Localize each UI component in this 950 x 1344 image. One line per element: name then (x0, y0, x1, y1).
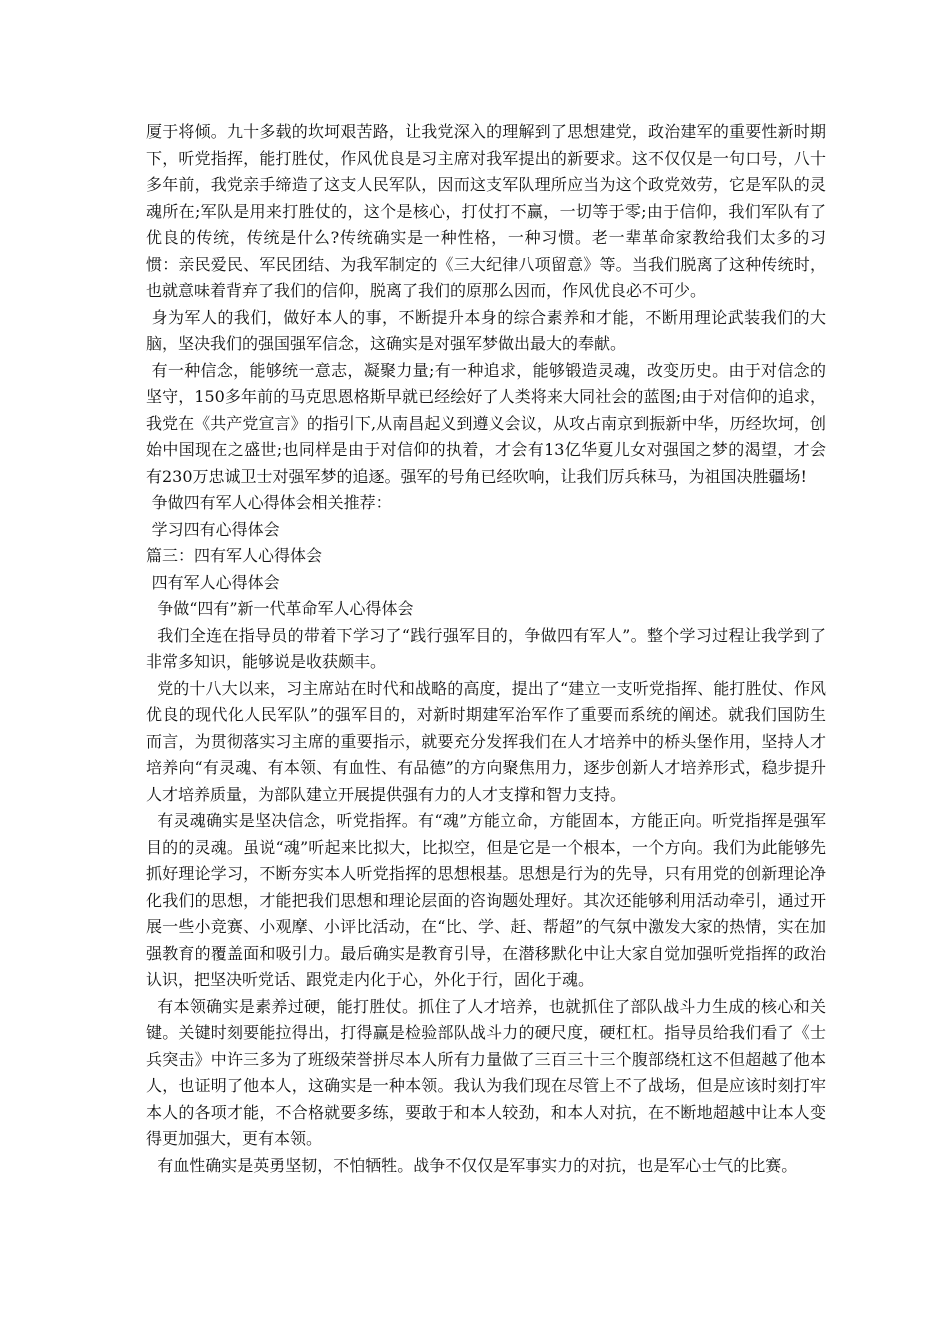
article-title: 四有军人心得体会 (151, 572, 280, 592)
paragraph-3: 有一种信念，能够统一意志，凝聚力量;有一种追求，能够锻造灵魂，改变历史。由于对信念的坚守，150多年前的马克思恩格斯早就已经绘好了人类将来大同社会的蓝图;由于对信仰的追求，我党在《共产党宣言》的指引下,从南昌起义到遵义会议，从攻占南京到振新中华，历经坎坷，创始中国现在之盛世;也同样是由于对信仰的执着，才会有13亿华夏儿女对强国之梦的渴望，才会有230万忠诚卫士对强军梦的追逐。强军的号角已经吹响，让我们厉兵秣马，为祖国决胜疆场! (146, 360, 826, 486)
related-link: 学习四有心得体会 (151, 519, 280, 539)
document-page (146, 119, 826, 1179)
paragraph-12: 有本领确实是素养过硬，能打胜仗。抓住了人才培养，也就抓住了部队战斗力生成的核心和关键。关键时刻要能拉得出，打得赢是检验部队战斗力的硬尺度，硬杠杠。指导员给我们看了《士兵突击》中许三多为了班级荣誉拼尽本人所有力量做了三百三十三个腹部绕杠这不但超越了他本人，也证明了他本人，这确实是一种本领。我认为我们现在尽管上不了战场，但是应该时刻打牢本人的各项才能，不合格就要多练，要敢于和本人较劲，和本人对抗，在不断地超越中让本人变得更加强大，更有本领。 (146, 996, 826, 1148)
paragraph-9: 我们全连在指导员的带着下学习了“践行强军目的，争做四有军人”。整个学习过程让我学到了非常多知识，能够说是收获颇丰。 (146, 625, 826, 671)
related-recommendations-heading: 争做四有军人心得体会相关推荐： (151, 493, 392, 512)
paragraph-2: 身为军人的我们，做好本人的事，不断提升本身的综合素养和才能，不断用理论武装我们的大脑，坚决我们的强国强军信念，这确实是对强军梦做出最大的奉献。 (146, 307, 826, 353)
section-heading: 篇三：四有军人心得体会 (146, 546, 323, 565)
paragraph-13: 有血性确实是英勇坚韧，不怕牺牲。战争不仅仅是军事实力的对抗，也是军心士气的比赛。 (157, 1155, 798, 1175)
paragraph-1: 厦于将倾。九十多载的坎坷艰苦路，让我党深入的理解到了思想建党，政治建军的重要性新时期下，听党指挥，能打胜仗，作风优良是习主席对我军提出的新要求。这不仅仅是一句口号，八十多年前，我党亲手缔造了这支人民军队，因而这支军队理所应当为这个政党效劳，它是军队的灵魂所在;军队是用来打胜仗的，这个是核心，打仗打不赢，一切等于零;由于信仰，我们军队有了优良的传统，传统是什么?传统确实是一种性格，一种习惯。老一辈革命家教给我们太多的习惯：亲民爱民、军民团结、为我军制定的《三大纪律八项留意》等。当我们脱离了这种传统时，也就意味着背弃了我们的信仰，脱离了我们的原那么因而，作风优良必不可少。 (146, 122, 826, 300)
article-subtitle: 争做“四有”新一代革命军人心得体会 (157, 599, 414, 618)
paragraph-11: 有灵魂确实是坚决信念，听党指挥。有“魂”方能立命，方能固本，方能正向。听党指挥是强军目的的灵魂。虽说“魂”听起来比拟大，比拟空，但是它是一个根本，一个方向。我们为此能够先抓好理论学习，不断夯实本人听党指挥的思想根基。思想是行为的先导，只有用党的创新理论净化我们的思想，才能把我们思想和理论层面的咨询题处理好。其次还能够利用活动牵引，通过开展一些小竞赛、小观摩、小评比活动，在“比、学、赶、帮超”的气氛中激发大家的热情，实在加强教育的覆盖面和吸引力。最后确实是教育引导，在潜移默化中让大家自觉加强听党指挥的政治认识，把坚决听党话、跟党走内化于心，外化于行，固化于魂。 (146, 811, 826, 989)
paragraph-10: 党的十八大以来，习主席站在时代和战略的高度，提出了“建立一支听党指挥、能打胜仗、作风优良的现代化人民军队”的强军目的，对新时期建军治军作了重要而系统的阐述。就我们国防生而言，为贯彻落实习主席的重要指示，就要充分发挥我们在人才培养中的桥头堡作用，坚持人才培养向“有灵魂、有本领、有血性、有品德”的方向聚焦用力，逐步创新人才培养形式，稳步提升人才培养质量，为部队建立开展提供强有力的人才支撑和智力支持。 (146, 678, 826, 804)
